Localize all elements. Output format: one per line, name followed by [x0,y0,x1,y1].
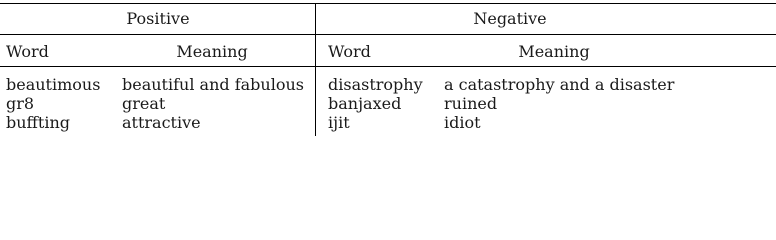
header-rule [0,66,776,67]
cell-positive-meaning: beautiful and fabulous [122,75,304,94]
column-header-negative-meaning: Meaning [518,42,590,61]
cell-positive-meaning: attractive [122,113,201,132]
column-header-negative-word: Word [328,42,371,61]
cell-positive-word: buffting [6,113,71,132]
group-rule [0,34,776,35]
cell-negative-word: banjaxed [328,94,402,113]
cell-positive-meaning: great [122,94,166,113]
cell-positive-word: beautimous [6,75,101,94]
cell-negative-word: ijit [328,113,350,132]
group-header-positive: Positive [126,9,190,28]
column-header-positive-word: Word [6,42,49,61]
cell-negative-word: disastrophy [328,75,423,94]
column-divider [315,4,316,136]
top-rule [0,3,776,4]
cell-positive-word: gr8 [6,94,35,113]
cell-negative-meaning: ruined [444,94,498,113]
column-header-positive-meaning: Meaning [176,42,248,61]
cell-negative-meaning: idiot [444,113,481,132]
cell-negative-meaning: a catastrophy and a disaster [444,75,675,94]
group-header-negative: Negative [473,9,547,28]
